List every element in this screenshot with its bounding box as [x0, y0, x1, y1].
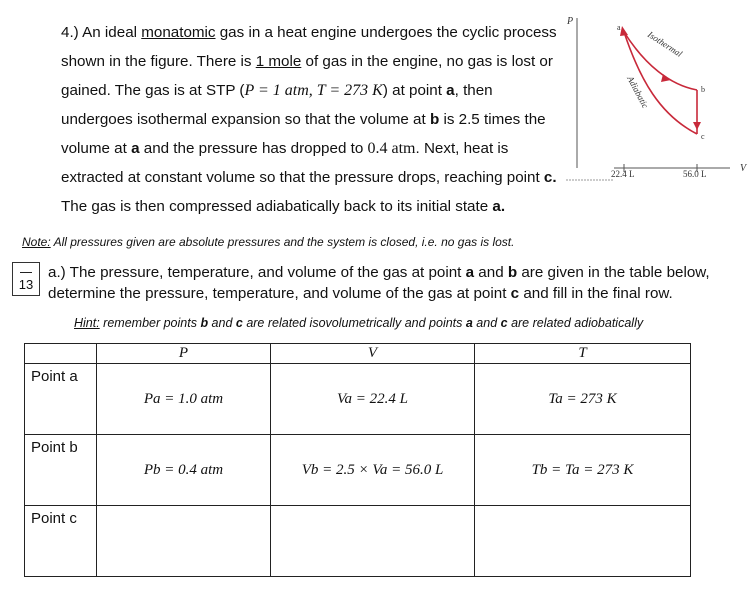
hint-text: and	[208, 316, 236, 330]
part-a-label: a.)	[48, 264, 66, 281]
question-text: and fill in the final row.	[519, 285, 673, 302]
note-text: All pressures given are absolute pressures and the system is closed, i.e. no gas is lost.	[50, 235, 515, 249]
problem-text: is 2.5 times the volume at	[61, 111, 546, 157]
hint-text: and	[472, 316, 501, 330]
adiabatic-label: Adiabatic	[625, 74, 651, 110]
arrow-adiabatic	[620, 26, 628, 36]
point-a-ref: a	[446, 82, 455, 99]
table-row	[25, 364, 691, 435]
problem-text: and the pressure has dropped to	[139, 140, 368, 157]
stp-formula: P = 1 atm, T = 273 K	[244, 82, 383, 99]
points-box	[12, 262, 40, 296]
arrow-isochoric	[693, 122, 701, 130]
row-label: Point b	[25, 435, 97, 506]
tick-label-56: 56.0 L	[683, 169, 707, 179]
point-c-ref: c	[235, 316, 243, 330]
problem-text: of gas in the engine, no gas is lost or gained. The gas is at STP (	[61, 53, 553, 99]
question-text: The pressure, temperature, and volume of the gas at point	[65, 264, 466, 281]
problem-number: 4.)	[61, 24, 79, 41]
problem-text: gas in a heat engine undergoes the cyclic process shown in the figure. There is	[61, 24, 557, 70]
state-table	[24, 343, 691, 577]
isothermal-label: Isothermal	[645, 29, 685, 59]
header-blank	[25, 344, 97, 364]
note-line	[22, 235, 514, 249]
point-a-ref: a	[465, 264, 475, 281]
part-a-question	[48, 262, 718, 304]
problem-text: ) at point	[382, 82, 447, 99]
header-p: P	[97, 344, 271, 364]
row-label: Point a	[25, 364, 97, 435]
cell-v: Va = 22.4 L	[271, 364, 475, 435]
cell-p: Pa = 1.0 atm	[97, 364, 271, 435]
v-axis-label: V	[740, 163, 747, 174]
note-label: Note:	[22, 235, 51, 249]
header-t: T	[475, 344, 691, 364]
points-blank-line	[20, 272, 32, 273]
point-c-ref: c	[500, 316, 508, 330]
row-label: Point c	[25, 506, 97, 577]
point-b-ref: b	[200, 316, 209, 330]
cell-t: Ta = 273 K	[475, 364, 691, 435]
problem-text: The gas is then compressed adiabatically back to its initial state	[61, 198, 493, 215]
problem-text: . Next, heat is extracted at constant volume so that the pressure drops, reaching point	[61, 140, 544, 186]
problem-statement	[61, 18, 561, 221]
cell-p-answer[interactable]	[97, 506, 271, 577]
question-text: and	[474, 264, 508, 281]
point-a-label: a	[617, 23, 621, 32]
problem-text: , then undergoes isothermal expansion so that the volume at	[61, 82, 493, 128]
point-b-ref: b	[429, 111, 440, 128]
hint-text: remember points	[99, 316, 201, 330]
p-axis-label: P	[567, 16, 574, 27]
table-header-row	[25, 344, 691, 364]
hint-line	[74, 316, 643, 330]
table-row	[25, 435, 691, 506]
cell-t: Tb = Ta = 273 K	[475, 435, 691, 506]
tick-label-22: 22.4 L	[611, 169, 635, 179]
one-mole-term: 1 mole	[255, 53, 302, 70]
cell-p: Pb = 0.4 atm	[97, 435, 271, 506]
monatomic-term: monatomic	[141, 24, 216, 41]
point-a-ref: a	[465, 316, 473, 330]
points-value: 13	[18, 277, 34, 292]
point-a-ref: a	[131, 140, 140, 157]
hint-label: Hint:	[74, 316, 100, 330]
point-c-ref: c.	[543, 169, 557, 186]
hint-text: are related adiobatically	[507, 316, 644, 330]
point-b-label: b	[701, 85, 705, 94]
cell-v: Vb = 2.5 × Va = 56.0 L	[271, 435, 475, 506]
table-row	[25, 506, 691, 577]
question-text: are given in the table below, determine the pressure, temperature, and volume of the gas at point	[48, 264, 710, 302]
pv-diagram	[560, 10, 749, 190]
point-c-label: c	[701, 132, 705, 141]
cell-t-answer[interactable]	[475, 506, 691, 577]
problem-text: An ideal	[82, 24, 142, 41]
point-b-ref: b	[507, 264, 518, 281]
point-c-ref: c	[510, 285, 520, 302]
pressure-value: 0.4 atm	[367, 140, 416, 157]
header-v: V	[271, 344, 475, 364]
cell-v-answer[interactable]	[271, 506, 475, 577]
hint-text: are related isovolumetrically and points	[242, 316, 466, 330]
point-a-ref: a.	[492, 198, 506, 215]
